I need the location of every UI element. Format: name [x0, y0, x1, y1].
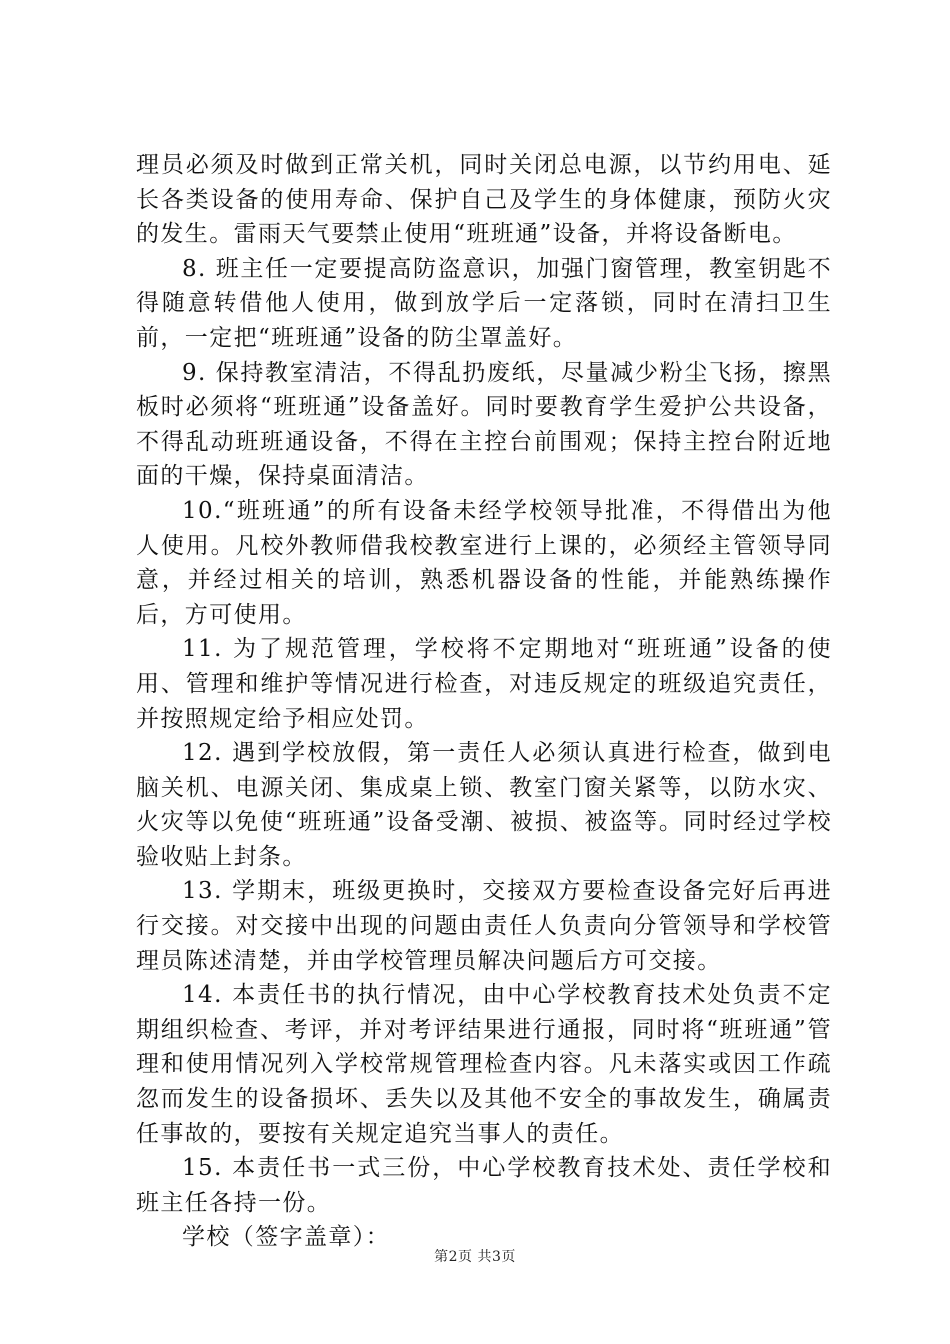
paragraph-item-8: 8. 班主任一定要提高防盗意识，加强门窗管理，教室钥匙不得随意转借他人使用，做到放学后一定落锁，同时在清扫卫生前，一定把“班班通”设备的防尘罩盖好。 — [136, 255, 832, 351]
page-number-footer: 第2页 共3页 — [434, 1249, 516, 1265]
paragraph-item-11: 11. 为了规范管理，学校将不定期地对“班班通”设备的使用、管理和维护等情况进行检查，对违反规定的班级追究责任，并按照规定给予相应处罚。 — [136, 636, 832, 732]
paragraph-item-9: 9. 保持教室清洁，不得乱扔废纸，尽量减少粉尘飞扬，擦黑板时必须将“班班通”设备盖好。同时要教育学生爱护公共设备，不得乱动班班通设备，不得在主控台前围观；保持主控台附近地面的干燥，保持桌面清洁。 — [136, 359, 832, 490]
paragraph-item-10: 10.“班班通”的所有设备未经学校领导批准，不得借出为他人使用。凡校外教师借我校教室进行上课的，必须经主管领导同意，并经过相关的培训，熟悉机器设备的性能，并能熟练操作后，方可使用。 — [136, 497, 832, 628]
paragraph-item-12: 12. 遇到学校放假，第一责任人必须认真进行检查，做到电脑关机、电源关闭、集成桌上锁、教室门窗关紧等，以防水灾、火灾等以免使“班班通”设备受潮、被损、被盗等。同时经过学校验收贴上封条。 — [136, 740, 832, 870]
paragraph-item-15: 15. 本责任书一式三份，中心学校教育技术处、责任学校和班主任各持一份。 — [136, 1155, 832, 1216]
signature-line: 学校（签字盖章）： — [182, 1224, 391, 1251]
paragraph-continuation: 理员必须及时做到正常关机，同时关闭总电源，以节约用电、延长各类设备的使用寿命、保护自己及学生的身体健康，预防火灾的发生。雷雨天气要禁止使用“班班通”设备，并将设备断电。 — [136, 152, 832, 248]
paragraph-item-14: 14. 本责任书的执行情况，由中心学校教育技术处负责不定期组织检查、考评，并对考评结果进行通报，同时将“班班通”管理和使用情况列入学校常规管理检查内容。凡未落实或因工作疏忽而发生的设备损坏、丢失以及其他不安全的事故发生，确属责任事故的，要按有关规定追究当事人的责任。 — [136, 982, 832, 1147]
document-body — [136, 148, 832, 1255]
paragraph-item-13: 13. 学期末，班级更换时，交接双方要检查设备完好后再进行交接。对交接中出现的问题由责任人负责向分管领导和学校管理员陈述清楚，并由学校管理员解决问题后方可交接。 — [136, 878, 832, 974]
